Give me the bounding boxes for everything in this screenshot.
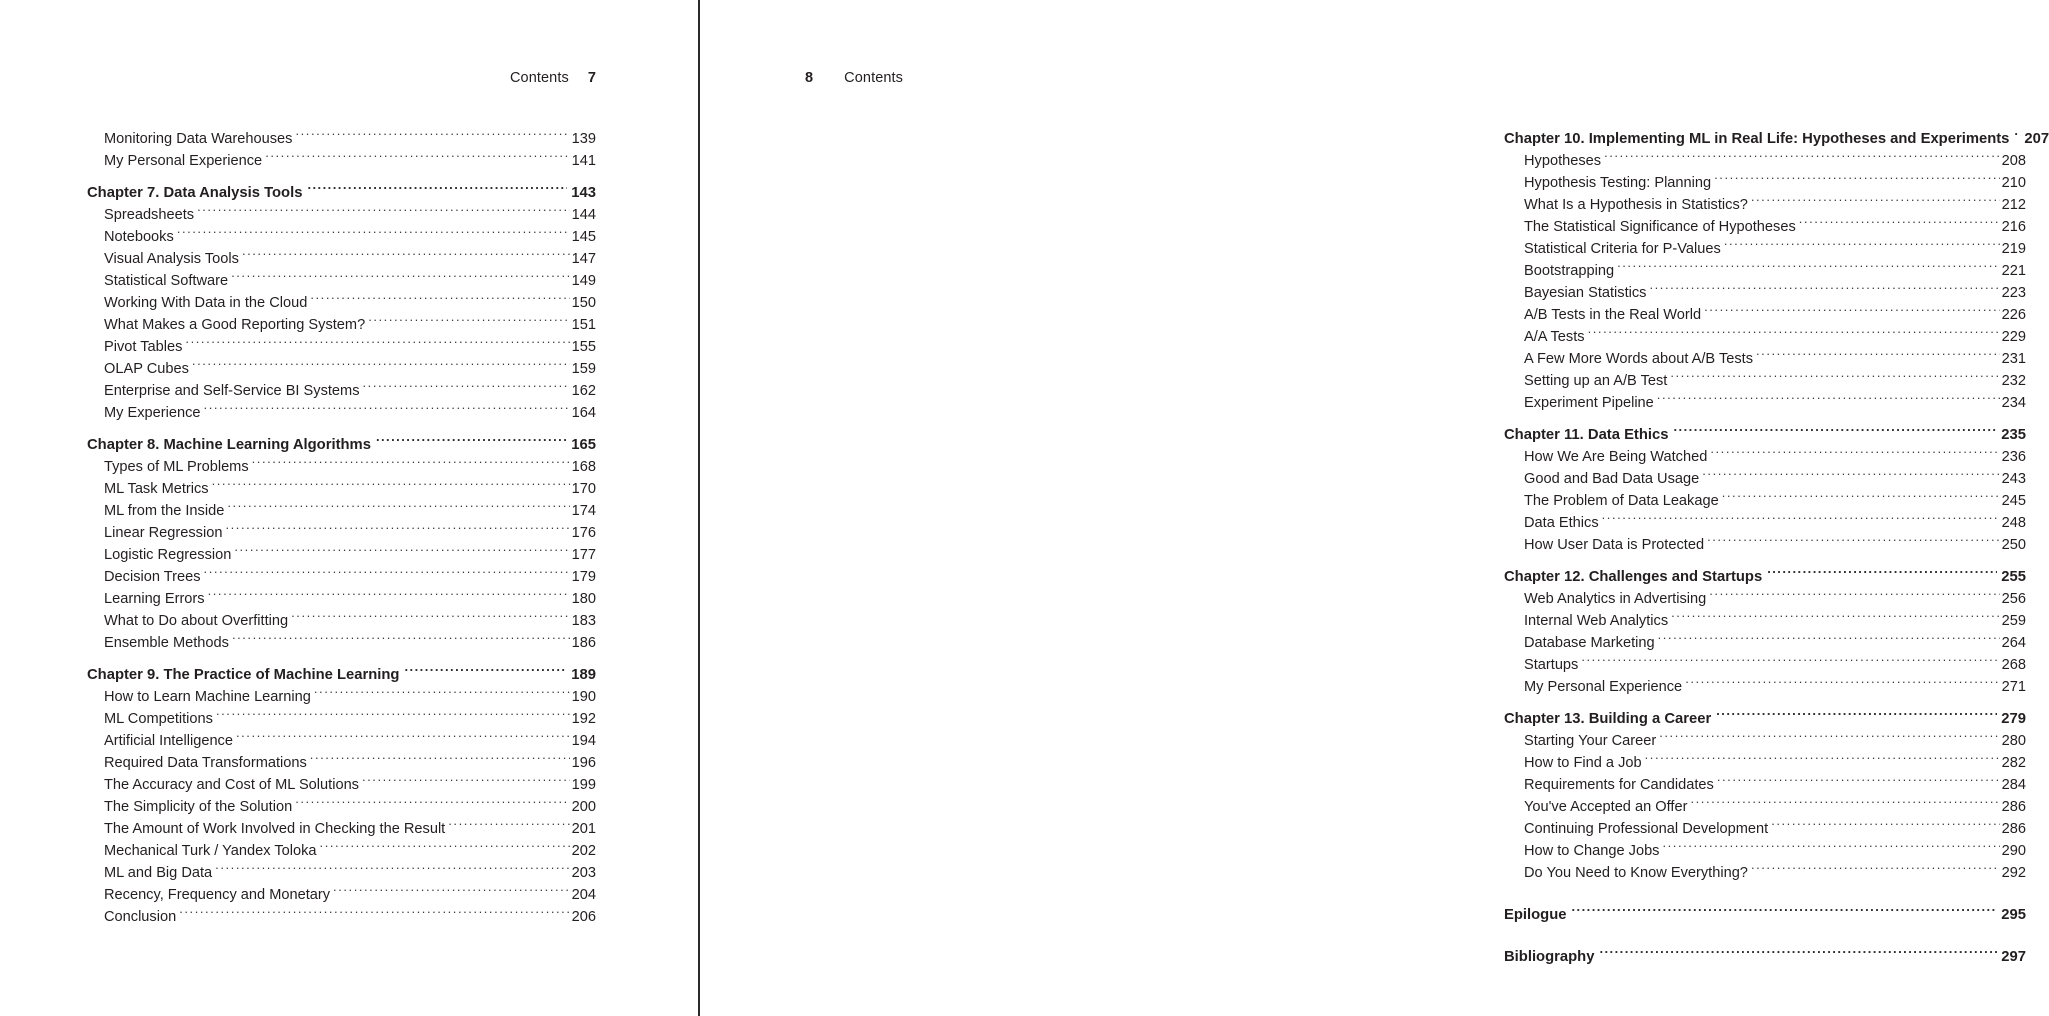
toc-entry-page-number: 290 bbox=[2001, 843, 2026, 859]
toc-entry-page-number: 170 bbox=[571, 481, 596, 497]
toc-entry-page-number: 190 bbox=[571, 689, 596, 705]
toc-entry-title: Recency, Frequency and Monetary bbox=[104, 887, 331, 903]
toc-entry-page-number: 292 bbox=[2001, 865, 2026, 881]
toc-entry-title: Chapter 13. Building a Career bbox=[1504, 711, 1712, 727]
toc-section-entry[interactable] bbox=[1504, 534, 2026, 556]
toc-entry-page-number: 259 bbox=[2001, 613, 2026, 629]
toc-entry-page-number: 286 bbox=[2001, 799, 2026, 815]
toc-entry-page-number: 279 bbox=[2001, 711, 2026, 727]
toc-entry-title: Statistical Software bbox=[104, 273, 229, 289]
toc-entry-title: Monitoring Data Warehouses bbox=[104, 131, 293, 147]
toc-entry-title: Bootstrapping bbox=[1524, 263, 1615, 279]
toc-entry-page-number: 139 bbox=[571, 131, 596, 147]
toc-entry-title: ML from the Inside bbox=[104, 503, 225, 519]
toc-dot-leader bbox=[179, 906, 569, 921]
toc-entry-page-number: 155 bbox=[571, 339, 596, 355]
toc-entry-title: ML and Big Data bbox=[104, 865, 213, 881]
toc-entry-page-number: 229 bbox=[2001, 329, 2026, 345]
toc-section-entry[interactable] bbox=[87, 632, 596, 654]
toc-entry-page-number: 194 bbox=[571, 733, 596, 749]
toc-entry-title: ML Competitions bbox=[104, 711, 213, 727]
toc-entry-title: Types of ML Problems bbox=[104, 459, 249, 475]
toc-entry-page-number: 177 bbox=[571, 547, 596, 563]
toc-section-entry[interactable] bbox=[87, 402, 596, 424]
toc-entry-title: The Accuracy and Cost of ML Solutions bbox=[104, 777, 359, 793]
toc-entry-page-number: 196 bbox=[571, 755, 596, 771]
toc-entry-page-number: 245 bbox=[2001, 493, 2026, 509]
toc-entry-page-number: 286 bbox=[2001, 821, 2026, 837]
toc-entry-title: You've Accepted an Offer bbox=[1524, 799, 1688, 815]
toc-dot-leader bbox=[2014, 128, 2020, 143]
toc-entry-title: My Experience bbox=[104, 405, 201, 421]
toc-entry-page-number: 162 bbox=[571, 383, 596, 399]
toc-entry-page-number: 216 bbox=[2001, 219, 2026, 235]
toc-dot-leader bbox=[1571, 904, 1997, 919]
toc-entry-title: My Personal Experience bbox=[1524, 679, 1683, 695]
toc-entry-title: Ensemble Methods bbox=[104, 635, 229, 651]
toc-entry-title: Experiment Pipeline bbox=[1524, 395, 1654, 411]
toc-dot-leader bbox=[204, 402, 570, 417]
toc-entry-page-number: 192 bbox=[571, 711, 596, 727]
toc-entry-page-number: 203 bbox=[571, 865, 596, 881]
toc-entry-title: Mechanical Turk / Yandex Toloka bbox=[104, 843, 317, 859]
toc-entry-page-number: 210 bbox=[2001, 175, 2026, 191]
toc-entry-title: Do You Need to Know Everything? bbox=[1524, 865, 1748, 881]
page-folio: 8 bbox=[805, 70, 814, 86]
toc-entry-title: Conclusion bbox=[104, 909, 177, 925]
toc-entry-page-number: 271 bbox=[2001, 679, 2026, 695]
toc-entry-page-number: 189 bbox=[571, 667, 596, 683]
toc-entry-page-number: 297 bbox=[2001, 949, 2026, 965]
toc-entry-page-number: 226 bbox=[2001, 307, 2026, 323]
toc-entry-page-number: 183 bbox=[571, 613, 596, 629]
toc-entry-title: Starting Your Career bbox=[1524, 733, 1657, 749]
toc-entry-page-number: 200 bbox=[571, 799, 596, 815]
running-head-right bbox=[805, 70, 903, 86]
toc-entry-page-number: 204 bbox=[571, 887, 596, 903]
toc-entry-title: Chapter 9. The Practice of Machine Learning bbox=[87, 667, 400, 683]
toc-entry-page-number: 206 bbox=[571, 909, 596, 925]
toc-entry-title: Epilogue bbox=[1504, 907, 1567, 923]
toc-entry-title: A Few More Words about A/B Tests bbox=[1524, 351, 1754, 367]
toc-section-entry[interactable] bbox=[87, 150, 596, 172]
toc-entry-page-number: 295 bbox=[2001, 907, 2026, 923]
page-gutter-divider bbox=[698, 0, 700, 1016]
toc-entry-page-number: 141 bbox=[571, 153, 596, 169]
toc-list-left bbox=[87, 128, 596, 928]
toc-entry-page-number: 199 bbox=[571, 777, 596, 793]
toc-entry-page-number: 255 bbox=[2001, 569, 2026, 585]
toc-entry-title: Learning Errors bbox=[104, 591, 205, 607]
toc-entry-title: Database Marketing bbox=[1524, 635, 1655, 651]
toc-entry-title: Data Ethics bbox=[1524, 515, 1599, 531]
toc-entry-title: Chapter 8. Machine Learning Algorithms bbox=[87, 437, 371, 453]
toc-entry-page-number: 284 bbox=[2001, 777, 2026, 793]
toc-entry-title: Notebooks bbox=[104, 229, 174, 245]
toc-entry-page-number: 232 bbox=[2001, 373, 2026, 389]
toc-entry-title: The Amount of Work Involved in Checking the Result bbox=[104, 821, 446, 837]
toc-section-entry[interactable] bbox=[1504, 862, 2026, 884]
toc-entry-title: Good and Bad Data Usage bbox=[1524, 471, 1700, 487]
toc-entry-title: Working With Data in the Cloud bbox=[104, 295, 308, 311]
toc-entry-page-number: 176 bbox=[571, 525, 596, 541]
toc-entry-page-number: 145 bbox=[571, 229, 596, 245]
toc-entry-title: Bayesian Statistics bbox=[1524, 285, 1647, 301]
toc-entry-title: How to Learn Machine Learning bbox=[104, 689, 311, 705]
toc-dot-leader bbox=[1599, 946, 1997, 961]
toc-entry-title: Visual Analysis Tools bbox=[104, 251, 239, 267]
page-folio: 7 bbox=[587, 70, 596, 86]
toc-dot-leader bbox=[265, 150, 569, 165]
toc-entry-title: Continuing Professional Development bbox=[1524, 821, 1769, 837]
toc-entry-title: What to Do about Overfitting bbox=[104, 613, 289, 629]
toc-entry-page-number: 236 bbox=[2001, 449, 2026, 465]
toc-entry-page-number: 149 bbox=[571, 273, 596, 289]
toc-entry-title: Chapter 10. Implementing ML in Real Life: Hypotheses and Experiments bbox=[1504, 131, 2010, 147]
toc-entry-title: What Makes a Good Reporting System? bbox=[104, 317, 366, 333]
toc-entry-page-number: 223 bbox=[2001, 285, 2026, 301]
toc-entry-title: The Statistical Significance of Hypotheses bbox=[1524, 219, 1796, 235]
toc-entry-page-number: 235 bbox=[2001, 427, 2026, 443]
toc-entry-page-number: 212 bbox=[2001, 197, 2026, 213]
toc-entry-title: Setting up an A/B Test bbox=[1524, 373, 1668, 389]
toc-entry-title: The Problem of Data Leakage bbox=[1524, 493, 1719, 509]
toc-entry-page-number: 231 bbox=[2001, 351, 2026, 367]
toc-entry-page-number: 201 bbox=[571, 821, 596, 837]
toc-entry-title: Spreadsheets bbox=[104, 207, 195, 223]
toc-entry-page-number: 151 bbox=[571, 317, 596, 333]
toc-entry-title: Internal Web Analytics bbox=[1524, 613, 1669, 629]
toc-entry-page-number: 164 bbox=[571, 405, 596, 421]
toc-entry-title: Linear Regression bbox=[104, 525, 223, 541]
toc-entry-page-number: 282 bbox=[2001, 755, 2026, 771]
toc-chapter-entry[interactable] bbox=[1504, 904, 2026, 926]
toc-entry-title: The Simplicity of the Solution bbox=[104, 799, 293, 815]
toc-dot-leader bbox=[232, 632, 570, 647]
toc-entry-title: Startups bbox=[1524, 657, 1579, 673]
toc-entry-title: My Personal Experience bbox=[104, 153, 263, 169]
toc-entry-page-number: 165 bbox=[571, 437, 596, 453]
toc-entry-page-number: 243 bbox=[2001, 471, 2026, 487]
toc-entry-page-number: 208 bbox=[2001, 153, 2026, 169]
toc-entry-page-number: 256 bbox=[2001, 591, 2026, 607]
running-head-label: Contents bbox=[844, 70, 904, 86]
toc-chapter-entry[interactable] bbox=[1504, 946, 2026, 968]
toc-section-entry[interactable] bbox=[87, 906, 596, 928]
toc-entry-title: Hypothesis Testing: Planning bbox=[1524, 175, 1712, 191]
toc-entry-title: OLAP Cubes bbox=[104, 361, 189, 377]
toc-entry-title: ML Task Metrics bbox=[104, 481, 209, 497]
toc-entry-title: Required Data Transformations bbox=[104, 755, 307, 771]
toc-entry-page-number: 248 bbox=[2001, 515, 2026, 531]
toc-entry-title: Enterprise and Self-Service BI Systems bbox=[104, 383, 360, 399]
toc-entry-page-number: 143 bbox=[571, 185, 596, 201]
toc-entry-page-number: 159 bbox=[571, 361, 596, 377]
toc-entry-title: Logistic Regression bbox=[104, 547, 232, 563]
toc-entry-page-number: 168 bbox=[571, 459, 596, 475]
toc-entry-page-number: 180 bbox=[571, 591, 596, 607]
toc-dot-leader bbox=[1751, 862, 2000, 877]
toc-entry-title: Bibliography bbox=[1504, 949, 1595, 965]
toc-dot-leader bbox=[1657, 392, 2000, 407]
toc-entry-title: How User Data is Protected bbox=[1524, 537, 1705, 553]
toc-dot-leader bbox=[1685, 676, 1999, 691]
toc-entry-page-number: 250 bbox=[2001, 537, 2026, 553]
running-head-left bbox=[510, 70, 596, 86]
toc-entry-title: Requirements for Candidates bbox=[1524, 777, 1714, 793]
toc-entry-title: Chapter 7. Data Analysis Tools bbox=[87, 185, 303, 201]
toc-entry-page-number: 219 bbox=[2001, 241, 2026, 257]
toc-entry-title: A/A Tests bbox=[1524, 329, 1585, 345]
toc-entry-title: Decision Trees bbox=[104, 569, 201, 585]
toc-entry-page-number: 186 bbox=[571, 635, 596, 651]
toc-entry-page-number: 150 bbox=[571, 295, 596, 311]
toc-entry-title: Chapter 11. Data Ethics bbox=[1504, 427, 1669, 443]
toc-entry-page-number: 280 bbox=[2001, 733, 2026, 749]
toc-entry-page-number: 264 bbox=[2001, 635, 2026, 651]
toc-entry-title: Statistical Criteria for P-Values bbox=[1524, 241, 1721, 257]
toc-entry-page-number: 174 bbox=[571, 503, 596, 519]
toc-entry-title: Chapter 12. Challenges and Startups bbox=[1504, 569, 1763, 585]
toc-entry-title: What Is a Hypothesis in Statistics? bbox=[1524, 197, 1748, 213]
toc-entry-title: Artificial Intelligence bbox=[104, 733, 233, 749]
toc-entry-page-number: 221 bbox=[2001, 263, 2026, 279]
toc-entry-title: How to Change Jobs bbox=[1524, 843, 1660, 859]
toc-entry-page-number: 179 bbox=[571, 569, 596, 585]
toc-entry-title: How to Find a Job bbox=[1524, 755, 1642, 771]
toc-entry-title: A/B Tests in the Real World bbox=[1524, 307, 1702, 323]
toc-list-right bbox=[1504, 128, 2049, 968]
toc-entry-page-number: 207 bbox=[2024, 131, 2049, 147]
page-right bbox=[699, 0, 2049, 1016]
toc-entry-page-number: 144 bbox=[571, 207, 596, 223]
toc-entry-page-number: 147 bbox=[571, 251, 596, 267]
toc-entry-title: How We Are Being Watched bbox=[1524, 449, 1708, 465]
toc-entry-page-number: 202 bbox=[571, 843, 596, 859]
toc-section-entry[interactable] bbox=[1504, 392, 2026, 414]
page-left bbox=[0, 0, 699, 1016]
toc-entry-title: Pivot Tables bbox=[104, 339, 183, 355]
running-head-label: Contents bbox=[509, 70, 569, 86]
toc-entry-page-number: 268 bbox=[2001, 657, 2026, 673]
toc-dot-leader bbox=[1707, 534, 2000, 549]
toc-entry-title: Web Analytics in Advertising bbox=[1524, 591, 1707, 607]
toc-entry-page-number: 234 bbox=[2001, 395, 2026, 411]
toc-section-entry[interactable] bbox=[1504, 676, 2026, 698]
toc-entry-title: Hypotheses bbox=[1524, 153, 1602, 169]
